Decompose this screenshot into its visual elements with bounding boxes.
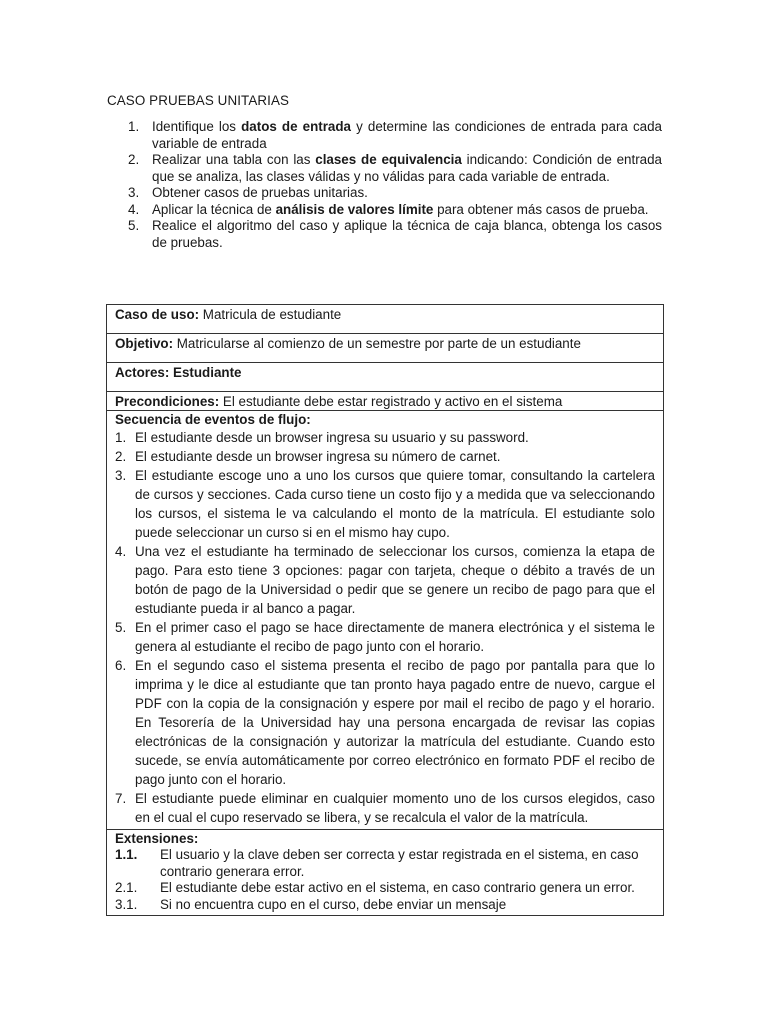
preconditions-label: Precondiciones: bbox=[115, 394, 220, 409]
extension-number: 2.1. bbox=[115, 880, 138, 895]
flow-step-number: 5. bbox=[115, 620, 127, 635]
task-number: 4. bbox=[128, 201, 140, 217]
flow-step-text: En el primer caso el pago se hace directamente de manera electrónica y el sistema le genera al estudiante el recibo de pago junto con el horario. bbox=[135, 620, 655, 654]
task-text: Realizar una tabla con las bbox=[152, 152, 316, 167]
flow-step-text: El estudiante desde un browser ingresa su número de carnet. bbox=[135, 449, 501, 464]
objective-row bbox=[107, 334, 663, 363]
flow-step bbox=[115, 789, 655, 827]
flow-step-text: Una vez el estudiante ha terminado de seleccionar los cursos, comienza la etapa de pago. Para esto tiene 3 opciones: pagar con tarjeta, cheque o débito a través de un botón de pago de la Universidad o pedir que se genere un recibo de pago para que el estudiante pueda ir al banco a pagar. bbox=[135, 544, 655, 616]
flow-step-text: En el segundo caso el sistema presenta el recibo de pago por pantalla para que lo imprima y le dice al estudiante que tan pronto haya pagado entre de nuevo, cargue el PDF con la copia de la consignación y espere por mail el recibo de pago y el horario. En Tesorería de la Universidad hay una persona encargada de revisar las copias electrónicas de la consignación y autorizar la matrícula del estudiante. Cuando esto sucede, se envía automáticamente por correo electrónico en formato PDF el recibo de pago junto con el horario. bbox=[135, 658, 655, 787]
task-text: y determine las condiciones de entrada para cada variable de entrada bbox=[152, 119, 662, 151]
task-text: Aplicar la técnica de bbox=[152, 201, 276, 217]
task-number: 3. bbox=[128, 185, 140, 200]
preconditions-value: El estudiante debe estar registrado y activo en el sistema bbox=[219, 394, 563, 409]
extension-text: El usuario y la clave deben ser correcta y estar registrada en el sistema, en caso contrario generara error. bbox=[160, 847, 639, 879]
extension-item bbox=[115, 847, 655, 880]
flow-step-number: 3. bbox=[115, 468, 127, 483]
extensions-row bbox=[107, 831, 663, 915]
flow-step-number: 4. bbox=[115, 544, 127, 559]
task-item bbox=[107, 152, 662, 185]
document-title: CASO PRUEBAS UNITARIAS bbox=[107, 93, 290, 108]
flow-step bbox=[115, 428, 655, 447]
objective-value: Matricularse al comienzo de un semestre por parte de un estudiante bbox=[173, 336, 581, 351]
extension-item bbox=[115, 880, 655, 897]
extensions-heading: Extensiones: bbox=[115, 831, 199, 846]
extension-text: El estudiante debe estar activo en el sistema, en caso contrario genera un error. bbox=[160, 880, 635, 895]
task-item bbox=[107, 202, 662, 219]
flow-step bbox=[115, 542, 655, 618]
flow-step bbox=[115, 466, 655, 542]
objective-label: Objetivo: bbox=[115, 336, 174, 351]
task-bold-text: clases de equivalencia bbox=[315, 152, 462, 167]
task-text: Realice el algoritmo del caso y aplique la técnica de caja blanca, obtenga los casos de pruebas. bbox=[152, 218, 662, 250]
preconditions-row bbox=[107, 392, 663, 411]
event-flow-list bbox=[115, 428, 655, 827]
task-number: 1. bbox=[128, 119, 140, 134]
task-item bbox=[107, 119, 662, 152]
use-case-name-row bbox=[107, 305, 663, 334]
task-text: Obtener casos de pruebas unitarias. bbox=[152, 185, 368, 200]
flow-step-number: 2. bbox=[115, 449, 127, 464]
event-sequence-heading: Secuencia de eventos de flujo: bbox=[115, 412, 311, 427]
flow-step bbox=[115, 447, 655, 466]
flow-step bbox=[115, 656, 655, 789]
flow-step-number: 7. bbox=[115, 791, 127, 806]
extension-item bbox=[115, 897, 655, 914]
task-text: Identifique los bbox=[152, 119, 242, 134]
use-case-label: Caso de uso: bbox=[115, 307, 200, 322]
task-bold-text: datos de entrada bbox=[241, 119, 352, 134]
use-case-value: Matricula de estudiante bbox=[199, 307, 342, 322]
task-item bbox=[107, 218, 662, 251]
task-list bbox=[107, 119, 662, 251]
extension-number: 1.1. bbox=[115, 847, 138, 862]
flow-step-text: El estudiante escoge uno a uno los cursos que quiere tomar, consultando la cartelera de cursos y secciones. Cada curso tiene un costo fijo y a medida que va seleccionando los cursos, el sistema le va calculando el monto de la matrícula. El estudiante solo puede seleccionar un curso si en el mismo hay cupo. bbox=[135, 468, 655, 540]
flow-step-text: El estudiante puede eliminar en cualquier momento uno de los cursos elegidos, caso en el cual el cupo reservado se libera, y se recalcula el valor de la matrícula. bbox=[135, 791, 655, 825]
task-text: indicando: Condición de entrada que se analiza, las clases válidas y no válidas para cada variable de entrada. bbox=[152, 152, 662, 184]
flow-step-number: 6. bbox=[115, 658, 127, 673]
task-item bbox=[107, 185, 662, 202]
flow-step bbox=[115, 618, 655, 656]
extension-number: 3.1. bbox=[115, 896, 138, 912]
use-case-table bbox=[106, 304, 664, 916]
task-bold-text: análisis de valores límite bbox=[275, 201, 434, 217]
flow-step-number: 1. bbox=[115, 430, 127, 445]
actors-label: Actores: Estudiante bbox=[115, 365, 242, 380]
flow-step-text: El estudiante desde un browser ingresa su usuario y su password. bbox=[135, 430, 529, 445]
task-text: para obtener más casos de prueba. bbox=[433, 201, 649, 217]
event-sequence-row bbox=[107, 412, 663, 830]
actors-row bbox=[107, 363, 663, 392]
task-number: 5. bbox=[128, 218, 140, 233]
extension-text: Si no encuentra cupo en el curso, debe enviar un mensaje bbox=[160, 896, 507, 912]
task-number: 2. bbox=[128, 152, 140, 167]
